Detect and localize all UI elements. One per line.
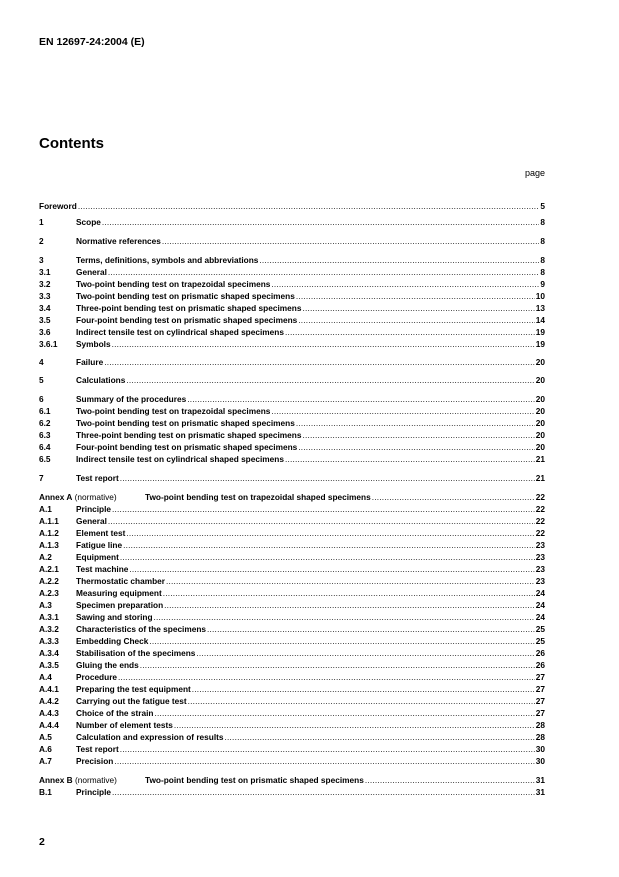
toc-entry[interactable] xyxy=(39,356,545,368)
toc-entry-title: Test report xyxy=(76,473,119,483)
dot-leader xyxy=(207,623,535,635)
toc-entry-title: Two-point bending test on trapezoidal specimens xyxy=(76,279,271,289)
dot-leader xyxy=(108,266,539,278)
toc-entry[interactable] xyxy=(39,743,545,755)
toc-entry[interactable] xyxy=(39,453,545,465)
toc-entry-title: General xyxy=(76,516,107,526)
toc-entry[interactable] xyxy=(39,503,545,515)
toc-entry-page: 22 xyxy=(535,528,545,538)
toc-entry-page: 19 xyxy=(535,339,545,349)
toc-entry-page: 20 xyxy=(535,357,545,367)
toc-entry-number: A.3.5 xyxy=(39,660,59,670)
toc-entry[interactable] xyxy=(39,539,545,551)
toc-entry-page: 8 xyxy=(540,236,545,246)
toc-entry[interactable] xyxy=(39,755,545,767)
dot-leader xyxy=(302,302,534,314)
toc-entry-number: A.4 xyxy=(39,672,52,682)
dot-leader xyxy=(271,405,534,417)
toc-entry-title: Scope xyxy=(76,217,101,227)
dot-leader xyxy=(154,611,535,623)
toc-entry[interactable] xyxy=(39,659,545,671)
toc-entry-title: Calculations xyxy=(76,375,126,385)
toc-entry-page: 27 xyxy=(535,696,545,706)
toc-entry-number: A.7 xyxy=(39,756,52,766)
toc-entry-page: 30 xyxy=(535,744,545,754)
toc-entry-number: A.4.1 xyxy=(39,684,59,694)
toc-entry-number: Annex B (normative) xyxy=(39,775,117,785)
toc-entry[interactable] xyxy=(39,338,545,350)
toc-entry-page: 20 xyxy=(535,375,545,385)
toc-entry-page: 26 xyxy=(535,648,545,658)
toc-entry-title: Four-point bending test on prismatic shaped specimens xyxy=(76,442,298,452)
toc-entry-title: Two-point bending test on prismatic shaped specimens xyxy=(76,418,295,428)
toc-entry-page: 19 xyxy=(535,327,545,337)
toc-entry-page: 21 xyxy=(535,454,545,464)
toc-entry[interactable] xyxy=(39,374,545,386)
toc-entry[interactable] xyxy=(39,731,545,743)
toc-entry-title: Symbols xyxy=(76,339,111,349)
toc-entry-number: 3.6 xyxy=(39,327,51,337)
toc-entry-title: Foreword xyxy=(39,201,77,211)
toc-entry[interactable] xyxy=(39,695,545,707)
toc-entry-title: Indirect tensile test on cylindrical shaped specimens xyxy=(76,454,284,464)
toc-entry-page: 23 xyxy=(535,564,545,574)
toc-entry-number: A.3.1 xyxy=(39,612,59,622)
dot-leader xyxy=(188,695,535,707)
dot-leader xyxy=(296,290,535,302)
dot-leader xyxy=(129,563,534,575)
dot-leader xyxy=(187,393,535,405)
dot-leader xyxy=(149,635,534,647)
toc-entry-number: A.4.2 xyxy=(39,696,59,706)
toc-entry-number: A.2.3 xyxy=(39,588,59,598)
toc-entry-title: Two-point bending test on trapezoidal shaped specimens xyxy=(145,492,371,502)
toc-entry-page: 23 xyxy=(535,552,545,562)
toc-entry[interactable] xyxy=(39,235,545,247)
toc-entry-page: 31 xyxy=(535,787,545,797)
toc-entry[interactable] xyxy=(39,707,545,719)
toc-entry-number: 3.4 xyxy=(39,303,51,313)
toc-entry-title: Carrying out the fatigue test xyxy=(76,696,187,706)
toc-entry-page: 20 xyxy=(535,418,545,428)
toc-entry-page: 24 xyxy=(535,612,545,622)
toc-entry-number: 6.4 xyxy=(39,442,51,452)
dot-leader xyxy=(196,647,534,659)
toc-entry[interactable] xyxy=(39,719,545,731)
toc-entry-page: 9 xyxy=(540,279,545,289)
toc-entry-number: 6.3 xyxy=(39,430,51,440)
toc-entry-page: 8 xyxy=(540,267,545,277)
toc-entry[interactable] xyxy=(39,683,545,695)
toc-entry-title: Element test xyxy=(76,528,126,538)
toc-entry-number: 5 xyxy=(39,375,44,385)
toc-entry-title: Characteristics of the specimens xyxy=(76,624,207,634)
toc-entry-number: 4 xyxy=(39,357,44,367)
toc-entry[interactable] xyxy=(39,326,545,338)
toc-entry-page: 8 xyxy=(540,255,545,265)
toc-entry-page: 27 xyxy=(535,708,545,718)
toc-entry-page: 23 xyxy=(535,576,545,586)
toc-entry[interactable] xyxy=(39,405,545,417)
toc-entry-title: Terms, definitions, symbols and abbreviations xyxy=(76,255,259,265)
toc-entry-page: 22 xyxy=(535,504,545,514)
toc-entry-number: A.5 xyxy=(39,732,52,742)
dot-leader xyxy=(285,453,535,465)
dot-leader xyxy=(123,539,535,551)
dot-leader xyxy=(164,599,535,611)
toc-entry-title: Three-point bending test on prismatic shaped specimens xyxy=(76,303,302,313)
toc-entry-page: 27 xyxy=(535,672,545,682)
toc-entry-page: 8 xyxy=(540,217,545,227)
toc-entry[interactable] xyxy=(39,575,545,587)
toc-entry-number: A.3.4 xyxy=(39,648,59,658)
toc-entry[interactable] xyxy=(39,314,545,326)
toc-entry[interactable] xyxy=(39,515,545,527)
toc-entry-title: Principle xyxy=(76,787,112,797)
toc-entry-number: A.1 xyxy=(39,504,52,514)
toc-entry-number: B.1 xyxy=(39,787,52,797)
toc-entry-title: General xyxy=(76,267,107,277)
dot-leader xyxy=(118,671,535,683)
toc-entry-number: 3.3 xyxy=(39,291,51,301)
dot-leader xyxy=(140,659,535,671)
toc-entry[interactable] xyxy=(39,551,545,563)
toc-entry-page: 25 xyxy=(535,624,545,634)
toc-entry-number: A.6 xyxy=(39,744,52,754)
toc-entry-page: 14 xyxy=(535,315,545,325)
toc-entry-title: Calculation and expression of results xyxy=(76,732,224,742)
toc-entry-title: Test report xyxy=(76,744,119,754)
toc-entry-title: Precision xyxy=(76,756,114,766)
toc-entry[interactable] xyxy=(39,623,545,635)
toc-entry-number: A.1.1 xyxy=(39,516,59,526)
toc-entry[interactable] xyxy=(39,266,545,278)
toc-entry-title: Summary of the procedures xyxy=(76,394,187,404)
toc-entry-number: 6.2 xyxy=(39,418,51,428)
toc-entry-title: Four-point bending test on prismatic shaped specimens xyxy=(76,315,298,325)
toc-entry-number: 3.6.1 xyxy=(39,339,58,349)
dot-leader xyxy=(120,551,535,563)
toc-entry-page: 23 xyxy=(535,540,545,550)
toc-entry-title: Two-point bending test on prismatic shaped specimens xyxy=(145,775,364,785)
toc-entry-number: 6.1 xyxy=(39,406,51,416)
dot-leader xyxy=(365,774,535,786)
dot-leader xyxy=(78,200,540,212)
toc-entry[interactable] xyxy=(39,527,545,539)
toc-entry[interactable] xyxy=(39,671,545,683)
toc-entry-title: Specimen preparation xyxy=(76,600,164,610)
toc-entry-page: 26 xyxy=(535,660,545,670)
toc-entry-title: Stabilisation of the specimens xyxy=(76,648,196,658)
dot-leader xyxy=(112,338,535,350)
dot-leader xyxy=(225,731,535,743)
toc-entry-title: Preparing the test equipment xyxy=(76,684,191,694)
toc-entry[interactable] xyxy=(39,647,545,659)
toc-entry[interactable] xyxy=(39,254,545,266)
toc-entry[interactable] xyxy=(39,290,545,302)
toc-entry-page: 22 xyxy=(535,492,545,502)
dot-leader xyxy=(114,755,534,767)
toc-entry[interactable] xyxy=(39,200,545,212)
toc-entry-page: 13 xyxy=(535,303,545,313)
toc-entry[interactable] xyxy=(39,774,545,786)
toc-entry-title: Embedding Check xyxy=(76,636,149,646)
dot-leader xyxy=(298,441,534,453)
toc-entry[interactable] xyxy=(39,635,545,647)
toc-entry-page: 20 xyxy=(535,394,545,404)
toc-entry-number: A.2.2 xyxy=(39,576,59,586)
dot-leader xyxy=(166,575,535,587)
toc-entry-number: A.1.3 xyxy=(39,540,59,550)
toc-entry-page: 28 xyxy=(535,720,545,730)
dot-leader xyxy=(298,314,534,326)
dot-leader xyxy=(271,278,539,290)
dot-leader xyxy=(120,472,535,484)
toc-entry-title: Two-point bending test on prismatic shaped specimens xyxy=(76,291,295,301)
toc-entry-page: 20 xyxy=(535,406,545,416)
toc-entry-number: 3.5 xyxy=(39,315,51,325)
toc-entry-page: 24 xyxy=(535,588,545,598)
toc-entry-number: A.1.2 xyxy=(39,528,59,538)
toc-entry[interactable] xyxy=(39,611,545,623)
toc-entry-page: 27 xyxy=(535,684,545,694)
dot-leader xyxy=(296,417,535,429)
dot-leader xyxy=(163,587,535,599)
toc-entry-number: 3.2 xyxy=(39,279,51,289)
toc-entry-number: 2 xyxy=(39,236,44,246)
toc-entry-number: A.3 xyxy=(39,600,52,610)
document-header: EN 12697-24:2004 (E) xyxy=(39,36,145,48)
toc-entry-title: Failure xyxy=(76,357,104,367)
toc-entry[interactable] xyxy=(39,302,545,314)
toc-entry[interactable] xyxy=(39,491,545,503)
page-title: Contents xyxy=(39,135,104,152)
toc-entry-title: Gluing the ends xyxy=(76,660,139,670)
dot-leader xyxy=(126,527,534,539)
dot-leader xyxy=(259,254,539,266)
dot-leader xyxy=(104,356,535,368)
toc-entry-page: 22 xyxy=(535,516,545,526)
toc-entry-title: Two-point bending test on trapezoidal specimens xyxy=(76,406,271,416)
toc-entry-number: 7 xyxy=(39,473,44,483)
dot-leader xyxy=(112,503,535,515)
dot-leader xyxy=(162,235,540,247)
toc-entry-number: A.2.1 xyxy=(39,564,59,574)
toc-entry[interactable] xyxy=(39,587,545,599)
toc-entry-page: 20 xyxy=(535,430,545,440)
toc-entry[interactable] xyxy=(39,599,545,611)
toc-entry[interactable] xyxy=(39,278,545,290)
toc-entry-page: 21 xyxy=(535,473,545,483)
toc-entry[interactable] xyxy=(39,563,545,575)
toc-entry[interactable] xyxy=(39,393,545,405)
dot-leader xyxy=(372,491,535,503)
toc-entry[interactable] xyxy=(39,429,545,441)
toc-entry-number: A.4.3 xyxy=(39,708,59,718)
toc-entry-page: 20 xyxy=(535,442,545,452)
dot-leader xyxy=(285,326,535,338)
toc-entry-title: Number of element tests xyxy=(76,720,173,730)
toc-entry-number: A.3.3 xyxy=(39,636,59,646)
annex-note: (normative) xyxy=(72,775,117,785)
toc-entry-page: 10 xyxy=(535,291,545,301)
toc-entry-title: Choice of the strain xyxy=(76,708,154,718)
toc-entry-page: 28 xyxy=(535,732,545,742)
dot-leader xyxy=(192,683,535,695)
toc-entry[interactable] xyxy=(39,417,545,429)
toc-entry-title: Thermostatic chamber xyxy=(76,576,165,586)
toc-entry-page: 24 xyxy=(535,600,545,610)
dot-leader xyxy=(102,216,539,228)
toc-entry-title: Measuring equipment xyxy=(76,588,162,598)
toc-entry-title: Test machine xyxy=(76,564,129,574)
toc-entry[interactable] xyxy=(39,786,545,798)
annex-note: (normative) xyxy=(72,492,117,502)
toc-entry-page: 25 xyxy=(535,636,545,646)
toc-entry-number: 1 xyxy=(39,217,44,227)
toc-entry-title: Equipment xyxy=(76,552,119,562)
toc-entry-number: Annex A (normative) xyxy=(39,492,117,502)
toc-entry-number: A.4.4 xyxy=(39,720,59,730)
toc-entry-title: Procedure xyxy=(76,672,118,682)
toc-entry-number: 3 xyxy=(39,255,44,265)
toc-entry-page: 30 xyxy=(535,756,545,766)
toc-entry-number: A.3.2 xyxy=(39,624,59,634)
toc-entry[interactable] xyxy=(39,441,545,453)
dot-leader xyxy=(126,374,534,386)
toc-entry-page: 5 xyxy=(540,201,545,211)
dot-leader xyxy=(112,786,535,798)
toc-entry-title: Three-point bending test on prismatic shaped specimens xyxy=(76,430,302,440)
dot-leader xyxy=(120,743,535,755)
toc-entry-title: Fatigue line xyxy=(76,540,123,550)
toc-entry-page: 31 xyxy=(535,775,545,785)
toc-entry-title: Normative references xyxy=(76,236,161,246)
toc-entry[interactable] xyxy=(39,472,545,484)
page-column-label: page xyxy=(524,168,545,178)
toc-entry[interactable] xyxy=(39,216,545,228)
dot-leader xyxy=(302,429,534,441)
toc-entry-number: A.2 xyxy=(39,552,52,562)
toc-entry-number: 6 xyxy=(39,394,44,404)
toc-entry-title: Principle xyxy=(76,504,112,514)
toc-entry-number: 3.1 xyxy=(39,267,51,277)
dot-leader xyxy=(174,719,535,731)
dot-leader xyxy=(108,515,535,527)
toc-entry-title: Sawing and storing xyxy=(76,612,153,622)
dot-leader xyxy=(154,707,534,719)
page-number: 2 xyxy=(39,836,45,848)
toc-entry-number: 6.5 xyxy=(39,454,51,464)
toc-entry-title: Indirect tensile test on cylindrical shaped specimens xyxy=(76,327,284,337)
